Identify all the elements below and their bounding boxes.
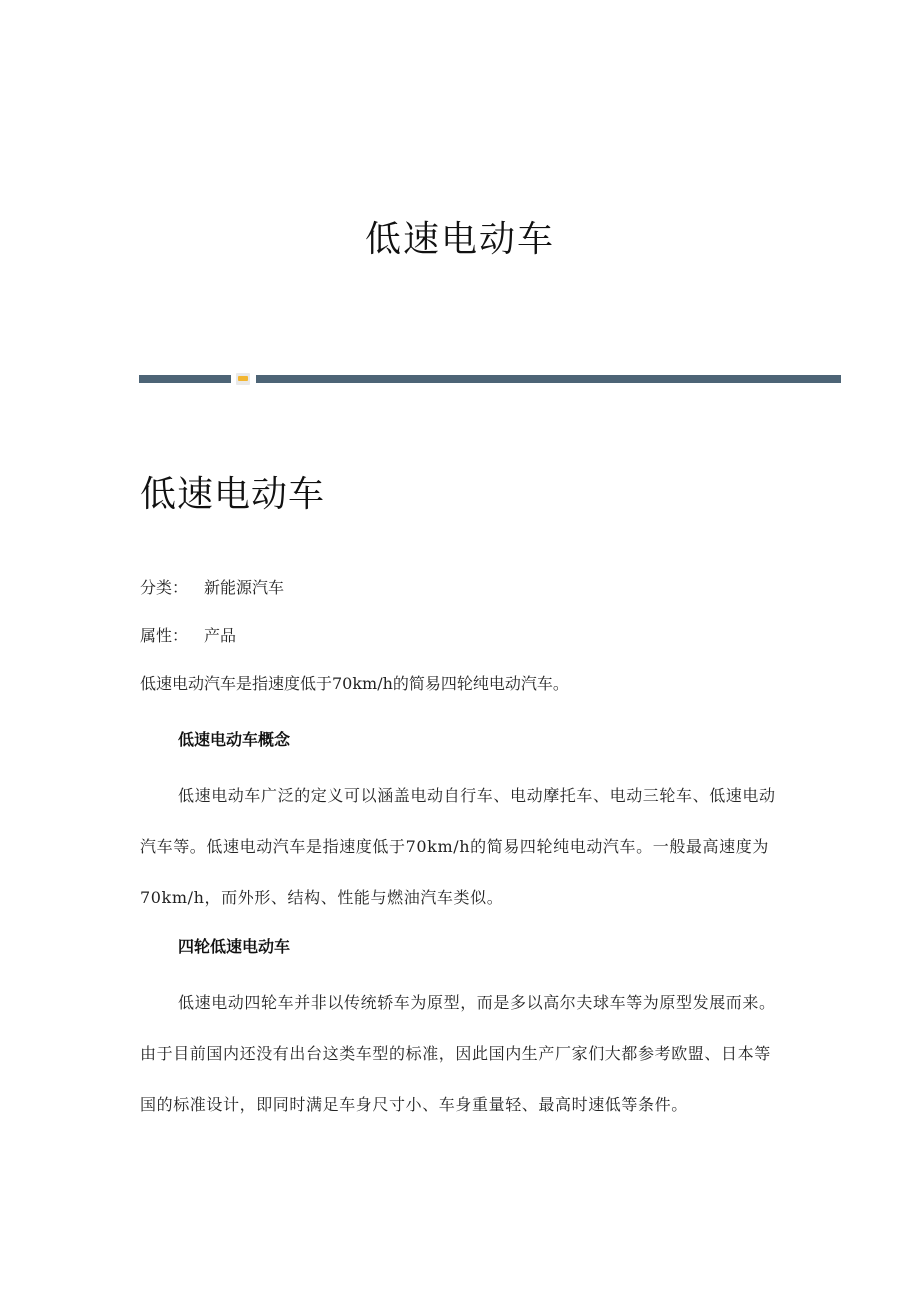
section-heading-four-wheel: 四轮低速电动车 (178, 937, 291, 956)
document-title: 低速电动车 (140, 474, 326, 515)
category-line (140, 576, 284, 600)
attribute-line (140, 624, 236, 648)
attribute-value: 产品 (204, 626, 237, 645)
category-value: 新能源汽车 (204, 578, 285, 597)
section-body-four-wheel: 低速电动四轮车并非以传统轿车为原型，而是多以高尔夫球车等为原型发展而来。由于目前国内还没有出台这类车型的标准，因此国内生产厂家们大都参考欧盟、日本等国的标准设计，即同时满足车身尺寸小、车身重量轻、最高时速低等条件。 (140, 993, 776, 1114)
section-heading-concept: 低速电动车概念 (178, 730, 291, 749)
divider-ornament-icon (236, 373, 250, 385)
intro-paragraph: 低速电动汽车是指速度低于70km/h的简易四轮纯电动汽车。 (140, 674, 569, 693)
divider-bar-right (256, 375, 841, 383)
cover-title: 低速电动车 (364, 219, 555, 260)
divider-bar-left (139, 375, 231, 383)
section-divider (139, 373, 841, 385)
section-body-concept: 低速电动车广泛的定义可以涵盖电动自行车、电动摩托车、电动三轮车、低速电动汽车等。低速电动汽车是指速度低于70km/h的简易四轮纯电动汽车。一般最高速度为70km/h，而外形、结构、性能与燃油汽车类似。 (140, 786, 776, 907)
attribute-label: 属性： (140, 626, 189, 645)
category-label: 分类： (140, 578, 189, 597)
